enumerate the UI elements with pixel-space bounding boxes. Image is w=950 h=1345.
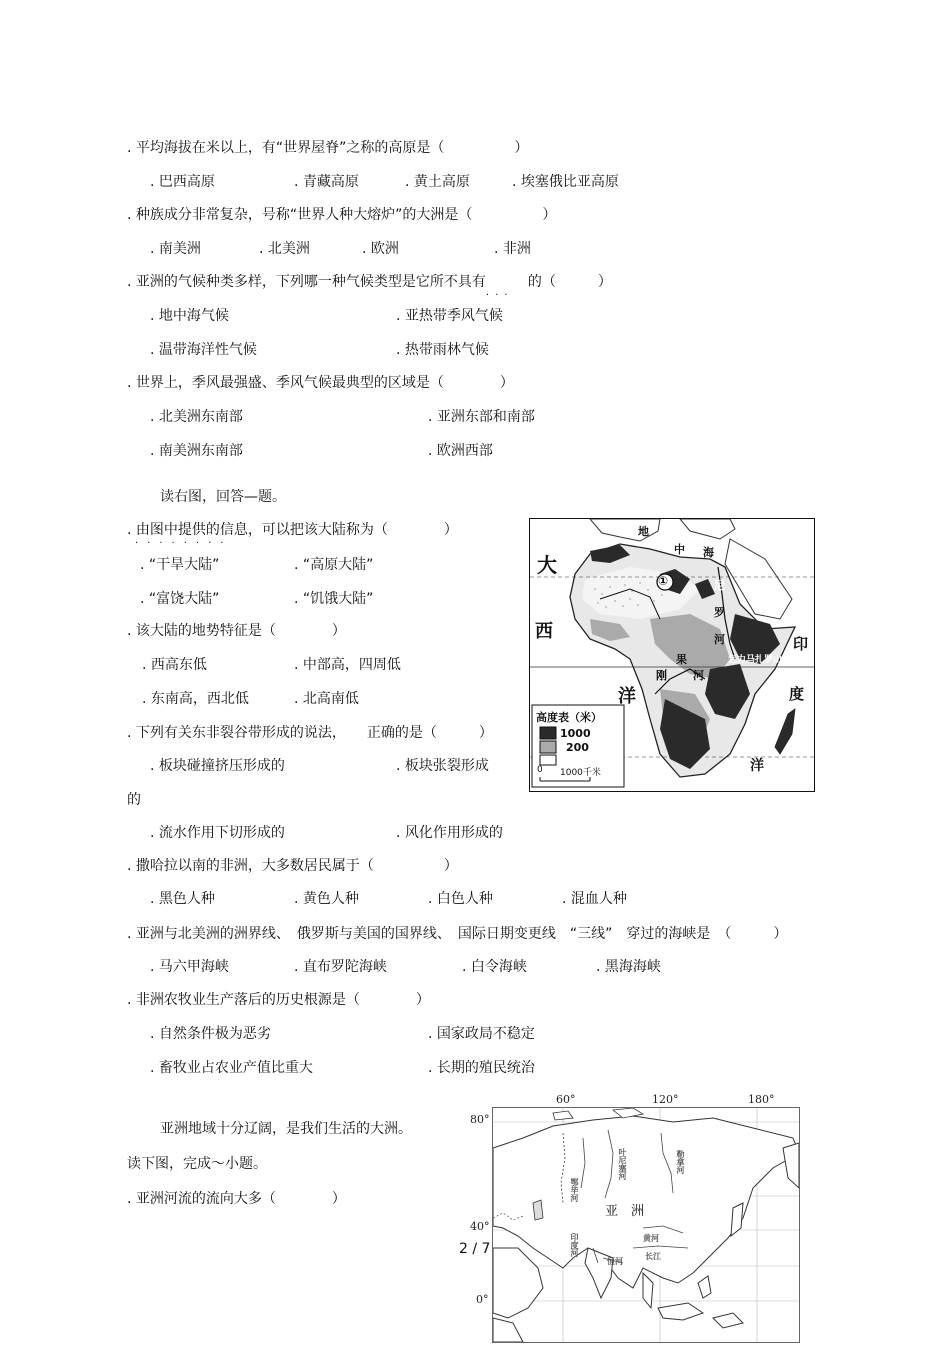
asia-lon-120: 120° <box>652 1093 679 1106</box>
q3-option-c[interactable]: . 温带海洋性气候 <box>150 342 257 358</box>
marker-circled-one: ① <box>658 574 669 588</box>
asia-lat-0: 0° <box>476 1293 489 1306</box>
q1-option-b[interactable]: . 青藏高原 <box>294 174 359 190</box>
q7-option-a[interactable]: . 板块碰撞挤压形成的 <box>150 758 285 774</box>
q2-option-c[interactable]: . 欧洲 <box>362 241 399 257</box>
river-yenisei: 叶尼塞河 <box>618 1148 627 1180</box>
q5-option-c[interactable]: . “富饶大陆” <box>140 591 220 607</box>
scale-label: 1000千米 <box>560 768 601 778</box>
legend-title: 高度表（米） <box>536 711 602 724</box>
asia-lat-80: 80° <box>470 1113 490 1126</box>
q4-option-a[interactable]: . 北美洲东南部 <box>150 409 243 425</box>
q4-option-b[interactable]: . 亚洲东部和南部 <box>428 409 535 425</box>
river-indus: 印度河 <box>570 1233 579 1257</box>
river-lena: 勒拿河 <box>676 1150 685 1174</box>
asia-map-graphic <box>493 1108 799 1342</box>
label-congo-3: 河 <box>693 669 704 682</box>
q7-option-c[interactable]: . 流水作用下切形成的 <box>150 825 285 841</box>
label-indian-1: 印 <box>793 635 809 653</box>
label-congo-2: 果 <box>676 653 687 666</box>
q4-option-d[interactable]: . 欧洲西部 <box>428 443 493 459</box>
river-ob: 鄂毕河 <box>570 1178 579 1202</box>
q10-option-c[interactable]: . 畜牧业占农业产值比重大 <box>150 1060 313 1076</box>
q2-option-b[interactable]: . 北美洲 <box>259 241 310 257</box>
page-number: 2 / 7 <box>459 1241 491 1257</box>
label-atlantic-3: 洋 <box>618 686 636 707</box>
q6-option-b[interactable]: . 中部高，四周低 <box>294 657 401 673</box>
q3-stem-part-a: . 亚洲的气候种类多样，下列哪一种气候类型是它所不具有 <box>127 274 486 290</box>
q3-option-b[interactable]: . 亚热带季风气候 <box>396 308 503 324</box>
asia-intro: 亚洲地域十分辽阔，是我们生活的大洲。 <box>160 1121 412 1137</box>
q8-option-c[interactable]: . 白色人种 <box>428 891 493 907</box>
legend-200: 200 <box>566 741 589 754</box>
q2-option-a[interactable]: . 南美洲 <box>150 241 201 257</box>
q2-option-d[interactable]: . 非洲 <box>494 241 531 257</box>
q3-option-a[interactable]: . 地中海气候 <box>150 308 229 324</box>
q5-option-d[interactable]: . “饥饿大陆” <box>294 591 374 607</box>
label-congo-1: 刚 <box>656 669 667 682</box>
question-3-stem <box>127 273 612 298</box>
q3-option-d[interactable]: . 热带雨林气候 <box>396 342 489 358</box>
label-indian-2: 度 <box>789 685 805 703</box>
q3-emphasis <box>485 274 528 298</box>
q8-option-a[interactable]: . 黑色人种 <box>150 891 215 907</box>
river-changjiang: 长江 <box>645 1252 661 1261</box>
q8-option-d[interactable]: . 混血人种 <box>562 891 627 907</box>
legend-1000: 1000 <box>560 727 591 740</box>
asia-lon-180: 180° <box>748 1093 775 1106</box>
question-10-stem: . 非洲农牧业生产落后的历史根源是（ ） <box>127 992 430 1008</box>
emphasis-dots: ........ <box>135 535 233 546</box>
q9-option-d[interactable]: . 黑海海峡 <box>596 959 661 975</box>
emphasis-dots: ... <box>485 287 514 298</box>
label-atlantic-1: 大 <box>537 553 557 577</box>
q5-option-a[interactable]: . “干旱大陆” <box>140 557 220 573</box>
asia-map <box>492 1107 800 1343</box>
q9-option-b[interactable]: . 直布罗陀海峡 <box>294 959 387 975</box>
asia-lat-40: 40° <box>470 1220 490 1233</box>
asia-intro-instruction: 读下图，完成～小题。 <box>127 1156 267 1172</box>
q10-option-b[interactable]: . 国家政局不稳定 <box>428 1026 535 1042</box>
question-5-stem <box>127 521 458 546</box>
q7-option-d[interactable]: . 风化作用形成的 <box>396 825 503 841</box>
label-med-1: 中 <box>674 543 685 556</box>
q10-option-d[interactable]: . 长期的殖民统治 <box>428 1060 535 1076</box>
q9-option-a[interactable]: . 马六甲海峡 <box>150 959 229 975</box>
q7-option-b[interactable]: . 板块张裂形成 <box>396 758 489 774</box>
question-1-stem: . 平均海拔在米以上，有“世界屋脊”之称的高原是（ ） <box>127 140 529 156</box>
label-nile-1: 尼 <box>714 579 725 592</box>
q10-option-a[interactable]: . 自然条件极为恶劣 <box>150 1026 271 1042</box>
q1-option-d[interactable]: . 埃塞俄比亚高原 <box>512 174 619 190</box>
question-8-stem: . 撒哈拉以南的非洲，大多数居民属于（ ） <box>127 858 458 874</box>
africa-relief-map <box>529 518 815 792</box>
river-huanghe: 黄河 <box>643 1234 659 1243</box>
q6-option-c[interactable]: . 东南高，西北低 <box>142 691 249 707</box>
q9-option-c[interactable]: . 白令海峡 <box>462 959 527 975</box>
q7-option-b-wrap: 的 <box>127 792 141 808</box>
asia-title: 亚 洲 <box>605 1204 645 1219</box>
question-7-stem: . 下列有关东非裂谷带形成的说法， 正确的是（ ） <box>127 725 493 741</box>
q1-option-a[interactable]: . 巴西高原 <box>150 174 215 190</box>
label-nile-3: 河 <box>714 633 725 646</box>
label-med-2: 海 <box>703 546 714 559</box>
question-11-stem: . 亚洲河流的流向大多（ ） <box>127 1191 346 1207</box>
q8-option-b[interactable]: . 黄色人种 <box>294 891 359 907</box>
scale-zero: 0 <box>537 765 543 775</box>
label-atlantic-2: 西 <box>535 621 553 642</box>
africa-intro: 读右图，回答—题。 <box>160 489 286 505</box>
q3-stem-part-b: 的（ ） <box>527 274 612 290</box>
question-6-stem: . 该大陆的地势特征是（ ） <box>127 623 346 639</box>
label-med-3: 地 <box>638 525 649 538</box>
q6-option-a[interactable]: . 西高东低 <box>142 657 207 673</box>
question-4-stem: . 世界上，季风最强盛、季风气候最典型的区域是（ ） <box>127 375 514 391</box>
label-kilimanjaro: 乞力马扎罗山 <box>728 655 783 665</box>
q6-option-d[interactable]: . 北高南低 <box>294 691 359 707</box>
q5-stem-part-b: ，可以把该大陆称为（ ） <box>247 522 458 538</box>
label-indian-3: 洋 <box>750 758 764 774</box>
asia-lon-60: 60° <box>556 1093 576 1106</box>
label-nile-2: 罗 <box>714 606 725 619</box>
question-9-stem: . 亚洲与北美洲的洲界线、 俄罗斯与美国的国界线、 国际日期变更线 “三线” 穿过的海峡是 （ ） <box>127 926 788 942</box>
question-2-stem: . 种族成分非常复杂，号称“世界人种大熔炉”的大洲是（ ） <box>127 207 557 223</box>
q4-option-c[interactable]: . 南美洲东南部 <box>150 443 243 459</box>
river-ganges: 恒河 <box>607 1257 623 1266</box>
q1-option-c[interactable]: . 黄土高原 <box>405 174 470 190</box>
q5-option-b[interactable]: . “高原大陆” <box>294 557 374 573</box>
q5-emphasis: . 由图中提供的信息 ........ <box>127 522 248 546</box>
